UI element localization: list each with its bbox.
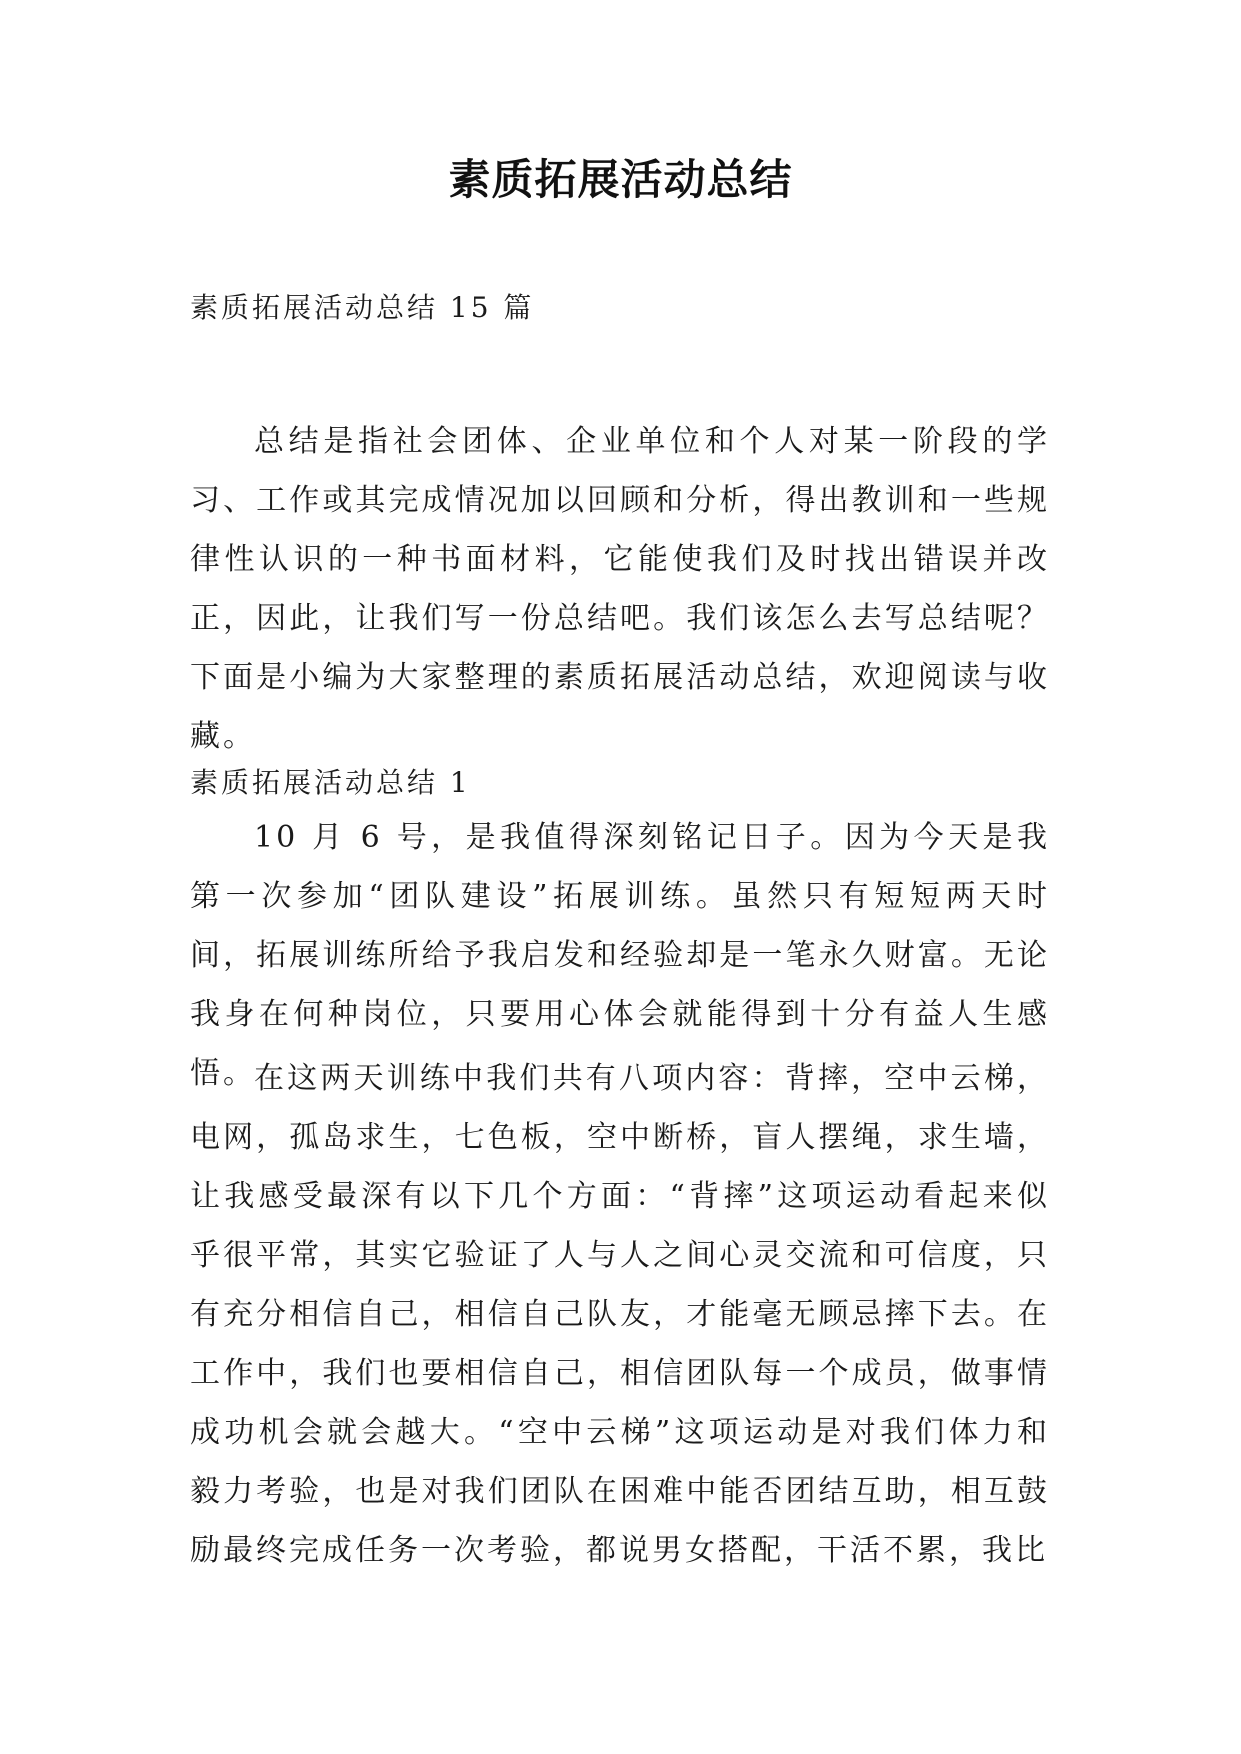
body-paragraph: 10 月 6 号，是我值得深刻铭记日子。因为今天是我第一次参加“团队建设”拓展训练。虽然只有短短两天时间，拓展训练所给予我启发和经验却是一笔永久财富。无论我身在何种岗位，只要用心体会就能得到十分有益人生感悟。 [190, 820, 1050, 1091]
document-subtitle: 素质拓展活动总结 15 篇 [190, 291, 535, 324]
body-paragraph: 在这两天训练中我们共有八项内容：背摔，空中云梯，电网，孤岛求生，七色板，空中断桥，盲人摆绳，求生墙，让我感受最深有以下几个方面：“背摔”这项运动看起来似乎很平常，其实它验证了人与人之间心灵交流和可信度，只有充分相信自己，相信自己队友，才能毫无顾忌摔下去。在工作中，我们也要相信自己，相信团队每一个成员，做事情成功机会就会越大。“空中云梯”这项运动是对我们体力和毅力考验，也是对我们团队在困难中能否团结互助，相互鼓励最终完成任务一次考验，都说男女搭配，干活不累，我比 [190, 1061, 1050, 1568]
document-title: 素质拓展活动总结 [448, 155, 793, 204]
intro-paragraph: 总结是指社会团体、企业单位和个人对某一阶段的学习、工作或其完成情况加以回顾和分析，得出教训和一些规律性认识的一种书面材料，它能使我们及时找出错误并改正，因此，让我们写一份总结吧。我们该怎么去写总结呢？下面是小编为大家整理的素质拓展活动总结，欢迎阅读与收藏。 [190, 424, 1050, 754]
section-heading: 素质拓展活动总结 1 [190, 766, 471, 799]
